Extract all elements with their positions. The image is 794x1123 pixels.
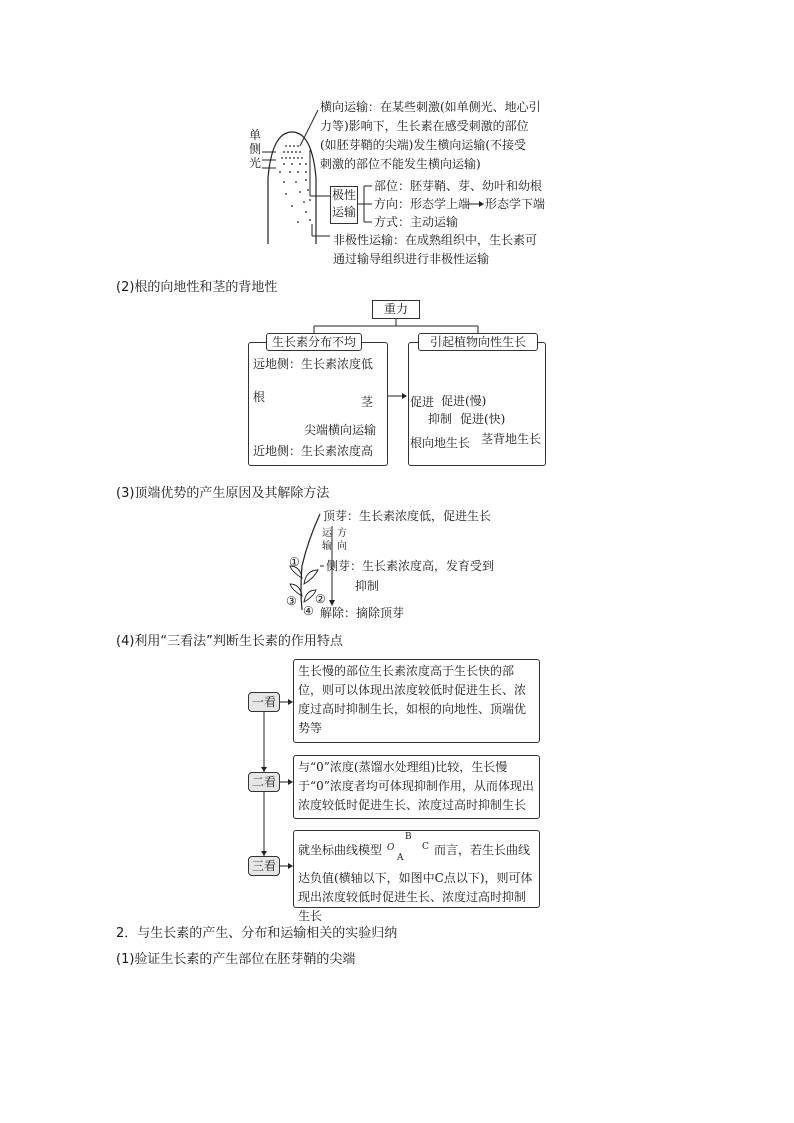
promote-fast-label: 促进(快): [460, 412, 506, 426]
marker-2: ②: [315, 592, 326, 606]
direction-vertical-label: 方向: [337, 528, 347, 552]
polar-site: 部位：胚芽鞘、芽、幼叶和幼根: [374, 179, 543, 193]
promote-label: 促进: [410, 395, 435, 409]
polar-direction-b: 形态学下端: [485, 197, 546, 211]
side-light-label-1: 单: [249, 128, 262, 142]
stem-label: 茎: [361, 395, 374, 409]
nonpolar-line-2: 通过输导组织进行非极性运输: [333, 252, 490, 266]
polar-label-1: 极性: [331, 188, 356, 202]
polar-direction-a: 方向：形态学上端: [374, 197, 471, 211]
look-one-box: [293, 659, 540, 743]
lateral-transport-line-1: 横向运输：在某些刺激(如单侧光、地心引: [320, 100, 541, 114]
look-one-tag: 一看: [248, 692, 280, 712]
nonpolar-line-1: 非极性运输：在成熟组织中，生长素可: [333, 233, 538, 247]
root-down-label: 根向地生长: [410, 436, 471, 450]
look-two-text: 与“0”浓度(蒸馏水处理组)比较，生长慢于“0”浓度者均可体现抑制作用，从而体现出浓度较低时促进生长、浓度过高时抑制生长: [298, 760, 534, 812]
far-side-text: 远地侧：生长素浓度低: [253, 357, 374, 371]
heading-experiments: 2．与生长素的产生、分布和运输相关的实验归纳: [116, 926, 398, 941]
heading-apical-dominance: (3)顶端优势的产生原因及其解除方法: [116, 486, 330, 501]
side-bud-line-2: 抑制: [355, 579, 380, 593]
look-three-text-a: 就坐标曲线模型: [298, 843, 383, 857]
transport-vertical-label: 运输: [322, 528, 332, 552]
curve-label-c: C: [422, 842, 429, 852]
curve-label-a: A: [397, 853, 404, 863]
marker-3: ③: [286, 594, 297, 608]
polar-label-2: 运输: [331, 205, 356, 219]
look-one-text: 生长慢的部位生长素浓度高于生长快的部位，则可以体现出浓度较低时促进生长、浓度过高时抑制生长，如根的向地性、顶端优势等: [298, 664, 527, 735]
lateral-transport-line-4: 刺激的部位不能发生横向运输): [320, 157, 481, 171]
side-light-label-3: 光: [249, 156, 262, 170]
near-side-text: 近地侧：生长素浓度高: [253, 444, 374, 458]
uneven-distribution-title: 生长素分布不均: [266, 333, 362, 351]
look-two-box: [293, 755, 540, 819]
lateral-transport-line-2: 力等)影响下，生长素在感受刺激的部位: [320, 119, 529, 133]
marker-4: ④: [303, 604, 314, 618]
root-label: 根: [253, 390, 266, 404]
look-three-text-b: 而言，若生长曲线: [434, 843, 531, 857]
tip-transport-label: 尖端横向运输: [304, 423, 377, 437]
polar-mode: 方式：主动运输: [374, 215, 459, 229]
promote-slow-label: 促进(慢): [441, 394, 487, 408]
gravity-box: 重力: [372, 300, 420, 319]
look-three-tag: 三看: [248, 856, 280, 876]
look-two-tag: 二看: [248, 772, 280, 792]
marker-1: ①: [289, 555, 300, 569]
heading-gravitropism: (2)根的向地性和茎的背地性: [116, 280, 278, 295]
curve-label-o: O: [387, 843, 395, 853]
curve-label-b: B: [405, 832, 412, 842]
side-light-label-2: 侧: [249, 142, 262, 156]
heading-verify-site: (1)验证生长素的产生部位在胚芽鞘的尖端: [116, 952, 356, 967]
top-bud-text: 顶芽：生长素浓度低，促进生长: [323, 509, 492, 523]
side-bud-line-1: 侧芽：生长素浓度高，发育受到: [326, 559, 495, 573]
look-three-text-c: 达负值(横轴以下，如图中C点以下)，则可体现出浓度较低时促进生长、浓度过高时抑制生长: [298, 871, 533, 923]
look-three-box: [293, 830, 540, 923]
stem-up-label: 茎背地生长: [481, 432, 542, 446]
inhibit-label: 抑制: [428, 412, 453, 426]
tropism-title: 引起植物向性生长: [418, 333, 538, 351]
heading-three-look: (4)利用“三看法”判断生长素的作用特点: [116, 634, 343, 649]
remove-top-bud: 解除：摘除顶芽: [320, 606, 405, 620]
lateral-transport-line-3: (如胚芽鞘的尖端)发生横向运输(不接受: [320, 138, 527, 152]
